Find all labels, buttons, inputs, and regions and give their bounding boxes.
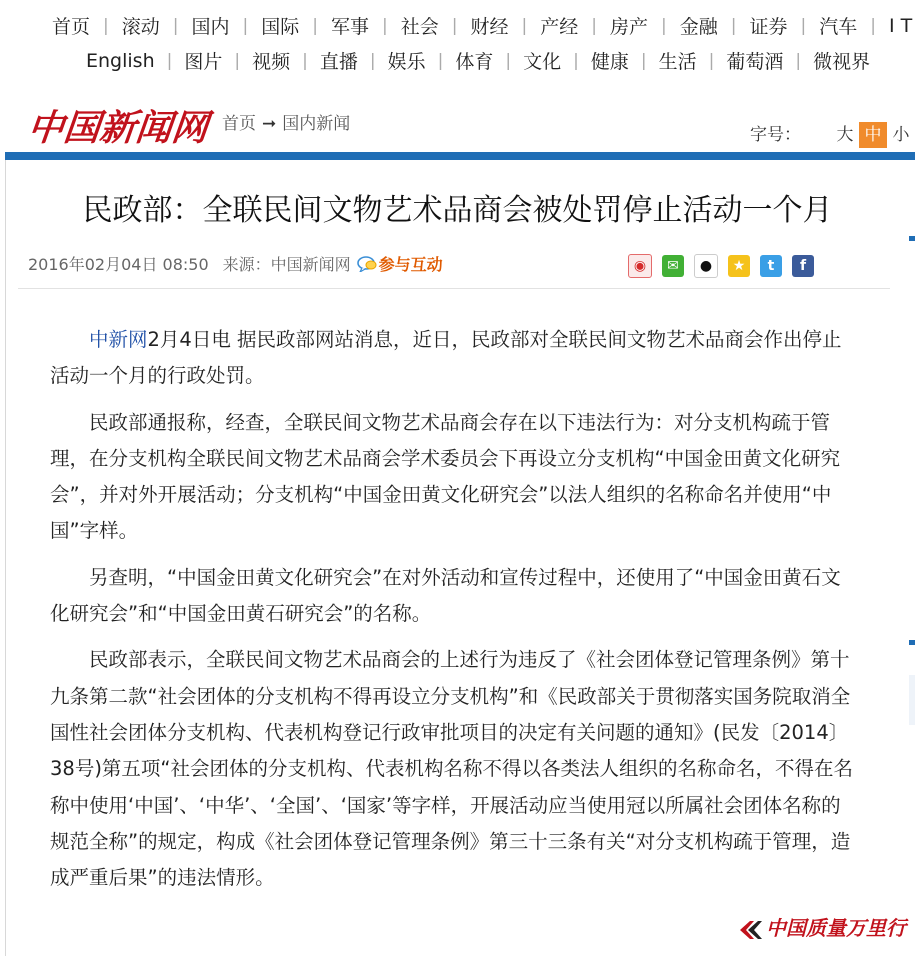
breadcrumb-section-link[interactable]: 国内新闻	[282, 114, 351, 134]
font-size-large-option[interactable]: 大	[836, 125, 854, 145]
content-left-border	[5, 160, 6, 956]
nav-separator: |	[661, 15, 667, 36]
nav-link[interactable]: 房产	[610, 16, 649, 38]
nav-link[interactable]: 体育	[455, 51, 494, 73]
article-paragraph: 另查明，“中国金田黄文化研究会”在对外活动和宣传过程中，还使用了“中国金田黄石文化研究会”和“中国金田黄石研究会”的名称。	[50, 565, 841, 626]
nav-separator: |	[870, 15, 876, 36]
article-paragraph: 民政部表示，全联民间文物艺术品商会的上述行为违反了《社会团体登记管理条例》第十九条第二款“社会团体的分支机构不得再设立分支机构”和《民政部关于贯彻落实国务院取消全国性社会团体分支机构、代表机构登记行政审批项目的决定有关问题的通知》(民发〔2014〕38号)第五项“社会团体的分支机构、代表机构名称不得以各类法人组织的名称命名，不得在名称中使用‘中国’、‘中华’、‘全国’、‘国家’等字样，开展活动应当使用冠以所属社会团体名称的规范全称”的规定，构成《社会团体登记管理条例》第三十三条有关“对分支机构疏于管理，造成严重后果”的违法情形。	[50, 648, 854, 890]
nav-link[interactable]: 微视界	[813, 51, 871, 73]
site-logo[interactable]: 中国新闻网	[25, 107, 210, 149]
nav-separator: |	[103, 15, 109, 36]
facebook-icon[interactable]: f	[792, 255, 814, 277]
agency-link[interactable]: 中新网	[89, 328, 148, 351]
right-edge-panel	[909, 675, 915, 725]
weibo-icon[interactable]: ◉	[628, 254, 652, 278]
nav-separator: |	[451, 15, 458, 36]
article-title: 民政部：全联民间文物艺术品商会被处罚停止活动一个月	[82, 193, 833, 228]
font-size-medium-option[interactable]: 中	[859, 122, 887, 148]
nav-separator: |	[505, 50, 512, 71]
nav-separator: |	[312, 15, 318, 36]
nav-link[interactable]: 葡萄酒	[726, 51, 784, 73]
font-size-small-option[interactable]: 小	[892, 125, 910, 145]
nav-separator: |	[640, 50, 647, 71]
top-nav-row-2	[86, 47, 870, 75]
nav-link[interactable]: 金融	[679, 16, 718, 38]
right-edge-mark	[909, 640, 915, 645]
breadcrumb	[222, 109, 350, 134]
nav-link[interactable]: 直播	[319, 51, 358, 73]
nav-link[interactable]: 汽车	[819, 16, 858, 38]
share-bar	[628, 254, 824, 278]
font-size-label: 字号：	[750, 125, 801, 145]
nav-link[interactable]: 生活	[658, 51, 697, 73]
nav-link[interactable]: 视频	[252, 51, 291, 73]
nav-link[interactable]: 国内	[191, 16, 230, 38]
article-paragraph: 民政部通报称，经查，全联民间文物艺术品商会存在以下违法行为：对分支机构疏于管理，在分支机构全联民间文物艺术品商会学术委员会下再设立分支机构“中国金田黄文化研究会”，并对外开展活动；分支机构“中国金田黄文化研究会”以法人组织的名称命名并使用“中国”字样。	[50, 410, 841, 543]
breadcrumb-home-link[interactable]: 首页	[222, 114, 256, 134]
nav-link[interactable]: 产经	[540, 16, 579, 38]
right-edge-mark	[909, 236, 915, 241]
nav-separator: |	[708, 50, 715, 71]
nav-separator: |	[521, 15, 528, 36]
article-date: 2016年02月04日 08:50	[28, 255, 209, 274]
nav-separator: |	[172, 15, 179, 36]
nav-link[interactable]: 国际	[261, 16, 300, 38]
interact-link[interactable]: 参与互动	[378, 255, 443, 274]
nav-link[interactable]: I T	[889, 14, 913, 37]
nav-link[interactable]: English	[86, 49, 155, 72]
nav-separator: |	[382, 15, 388, 36]
nav-separator: |	[437, 50, 444, 71]
wechat-icon[interactable]: ✉	[662, 255, 684, 277]
nav-separator: |	[591, 15, 597, 36]
nav-separator: |	[302, 50, 308, 71]
nav-separator: |	[795, 50, 802, 71]
nav-separator: |	[234, 50, 241, 71]
nav-link[interactable]: 图片	[184, 51, 223, 73]
nav-link[interactable]: 娱乐	[387, 51, 426, 73]
nav-separator: |	[800, 15, 807, 36]
breadcrumb-arrow-icon: ➞	[262, 114, 277, 134]
nav-link[interactable]: 军事	[331, 16, 370, 38]
qq-icon[interactable]: ●	[694, 254, 718, 278]
font-size-switcher	[750, 120, 915, 148]
qzone-icon[interactable]: ★	[728, 255, 750, 277]
top-nav-row-1	[52, 12, 912, 40]
nav-separator: |	[166, 50, 173, 71]
nav-link[interactable]: 滚动	[121, 16, 160, 38]
tencent-weibo-icon[interactable]: t	[760, 255, 782, 277]
article-meta	[28, 252, 443, 275]
nav-link[interactable]: 文化	[523, 51, 562, 73]
nav-link[interactable]: 财经	[470, 16, 509, 38]
article-paragraph	[50, 322, 860, 395]
nav-separator: |	[369, 50, 376, 71]
nav-link[interactable]: 社会	[400, 16, 439, 38]
nav-separator: |	[730, 15, 737, 36]
watermark-logo-icon	[738, 919, 764, 941]
header-blue-bar	[5, 152, 915, 160]
watermark-text: 中国质量万里行	[766, 916, 906, 940]
paragraph-text: 2月4日电 据民政部网站消息，近日，民政部对全联民间文物艺术品商会作出停止活动一个月的行政处罚。	[50, 328, 842, 388]
nav-separator: |	[573, 50, 579, 71]
article-source: 来源：中国新闻网	[222, 255, 351, 274]
meta-divider	[18, 288, 890, 289]
watermark	[738, 912, 906, 941]
comment-bubble-icon	[357, 256, 377, 272]
nav-link[interactable]: 健康	[590, 51, 629, 73]
nav-link[interactable]: 证券	[749, 16, 788, 38]
nav-separator: |	[242, 15, 249, 36]
article-body	[50, 322, 860, 906]
nav-link[interactable]: 首页	[52, 16, 91, 38]
